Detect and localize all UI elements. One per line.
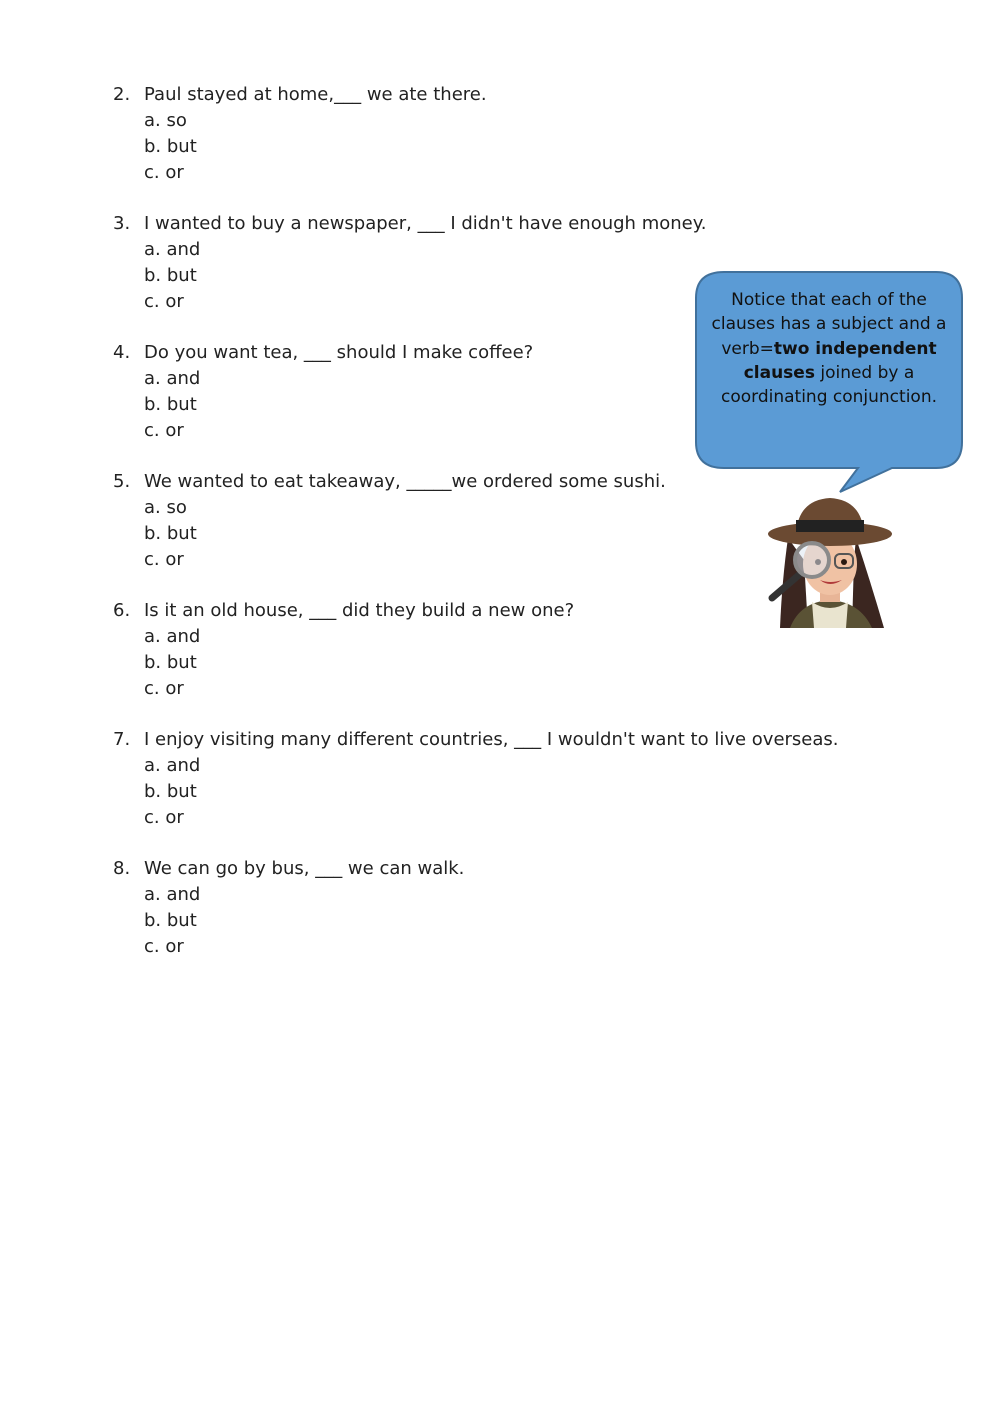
option-b[interactable]: b. but [144,781,197,802]
question-item [113,727,913,856]
detective-avatar [760,490,895,630]
option-b[interactable]: b. but [144,265,197,286]
question-text: Paul stayed at home,___ we ate there. [144,84,487,105]
question-line [113,856,464,882]
option-a[interactable]: a. so [144,497,187,518]
option-list [144,624,200,702]
question-text: We wanted to eat takeaway, _____we ordered some sushi. [144,471,666,492]
option-c[interactable]: c. or [144,807,184,828]
bubble-text-bold: two independent clauses [743,338,937,383]
question-text: We can go by bus, ___ we can walk. [144,858,465,879]
question-number: 3. [113,213,131,234]
option-list [144,366,200,444]
option-c[interactable]: c. or [144,549,184,570]
question-line [113,82,487,108]
option-list [144,753,200,831]
option-c[interactable]: c. or [144,936,184,957]
question-line [113,598,574,624]
bubble-text-start: Notice that each of the clauses has a subject and a verb= [711,290,947,359]
option-list [144,495,197,573]
option-a[interactable]: a. and [144,884,201,905]
question-line [113,211,707,237]
option-c[interactable]: c. or [144,420,184,441]
question-number: 2. [113,84,131,105]
option-a[interactable]: a. and [144,755,201,776]
question-number: 7. [113,729,131,750]
option-c[interactable]: c. or [144,678,184,699]
speech-bubble [690,268,970,498]
option-a[interactable]: a. and [144,239,201,260]
bubble-text-end: joined by a coordinating conjunction. [720,362,937,408]
detective-avatar-image [760,490,895,630]
speech-bubble-text [704,288,954,451]
question-line [113,340,533,366]
question-item [113,82,913,211]
option-b[interactable]: b. but [144,910,197,931]
question-text: I wanted to buy a newspaper, ___ I didn't have enough money. [144,213,707,234]
question-text: I enjoy visiting many different countries, ___ I wouldn't want to live overseas. [144,729,839,750]
question-line [113,727,839,753]
option-a[interactable]: a. so [144,110,187,131]
question-number: 4. [113,342,131,363]
question-text: Do you want tea, ___ should I make coffee? [144,342,534,363]
question-number: 5. [113,471,131,492]
option-a[interactable]: a. and [144,626,201,647]
option-b[interactable]: b. but [144,523,197,544]
question-number: 6. [113,600,131,621]
question-item [113,856,913,985]
option-list [144,237,200,315]
option-list [144,108,197,186]
option-a[interactable]: a. and [144,368,201,389]
option-list [144,882,200,960]
option-b[interactable]: b. but [144,394,197,415]
option-c[interactable]: c. or [144,291,184,312]
question-text: Is it an old house, ___ did they build a new one? [144,600,575,621]
option-c[interactable]: c. or [144,162,184,183]
question-number: 8. [113,858,131,879]
question-line [113,469,666,495]
option-b[interactable]: b. but [144,652,197,673]
option-b[interactable]: b. but [144,136,197,157]
